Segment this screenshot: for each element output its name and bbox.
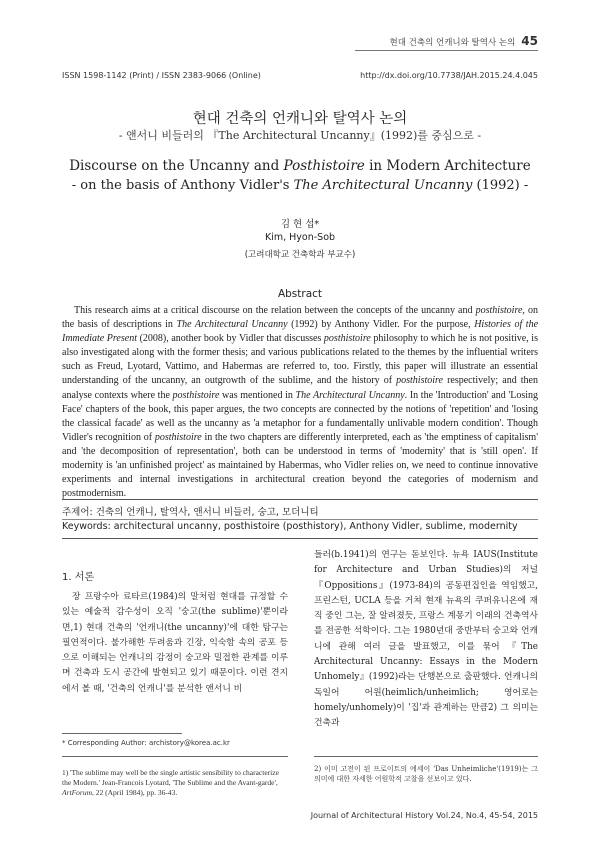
header-rule <box>355 50 538 51</box>
corresponding-author: * Corresponding Author: archistory@korea.ac.kr <box>62 739 230 747</box>
korean-title: 현대 건축의 언캐니와 탈역사 논의 <box>192 111 408 127</box>
author-english: Kim, Hyon-Sob <box>264 232 336 243</box>
abstract-heading: Abstract <box>277 288 323 300</box>
running-header-title: 현대 건축의 언캐니와 탈역사 논의 <box>389 38 516 48</box>
corresponding-rule <box>62 733 182 734</box>
footnote-rule-right <box>314 756 538 757</box>
keywords-top-rule <box>62 499 538 500</box>
page-number: 45 <box>521 34 538 48</box>
doi-link[interactable]: http://dx.doi.org/10.7738/JAH.2015.24.4.045 <box>360 71 538 80</box>
author-korean: 김 현 섭* <box>280 219 320 230</box>
english-subtitle: - on the basis of Anthony Vidler's The Architectural Uncanny (1992) - <box>71 178 529 193</box>
body-left-column: 장 프랑수아 료타르(1984)의 말처럼 현대를 규정할 수 있는 예술적 감수성이 오직 '숭고(the sublime)'뿐이라면,1) 현대 건축의 '언캐니(the uncanny)'에 대한 탐구는 필연적이다. 불가해한 두려움과 긴장, 익숙함 속의 공포 등으로 이해되는 언캐니의 감정이 숭고와 밀접한 관계를 이루며 건축과 도시 공간에 발현되고 있기 때문이다. 이런 견지에서 볼 때, '건축의 언캐니'를 분석한 앤서니 비 <box>62 592 288 694</box>
abstract-text: This research aims at a critical discourse on the relation between the concepts of the uncanny and posthistoire, on the basis of descriptions in The Architectural Uncanny (1992) by Anthony Vidler. For the purpose, Histories of the Immediate Present (2008), another book by Vidler that discusses posthistoire philosophy to which he is not positive, is also investigated along with the former thesis; and various publications related to the themes by the influential writers such as Freud, Lyotard, Vattimo, and Habermas are referred to, too. Firstly, this paper will illustrate an essential understanding of the uncanny, an outgrowth of the sublime, and the history of posthistoire respectively; and then analyse contexts where the posthistoire was mentioned in The Architectural Uncanny. In the 'Introduction' and 'Losing Face' chapters of the book, this paper argues, the two concepts are connected by the notions of 'repetition' and 'losing the classical facade' as well as the uncanny as 'a metaphor for a fundamentally unlivable modern condition'. Though Vidler's recognition of posthistoire in the two chapters are differently interpreted, each as 'the emptiness of capitalism' and 'the decomposition of representation', both can be understood in terms of 'modernity' that is 'still open'. If modernity is 'an unfinished project' as maintained by Habermas, who Vidler relies on, we need to continue innovative experiments and internal investigations in architectural creation beyond the categories of modernism and postmodernism. <box>62 305 539 500</box>
keywords-divider <box>62 519 538 520</box>
english-title: Discourse on the Uncanny and Posthistoire in Modern Architecture <box>69 158 531 174</box>
keywords-korean: 주제어: 건축의 언캐니, 탈역사, 앤서니 비들러, 숭고, 모더니티 <box>62 507 319 518</box>
korean-subtitle: - 앤서니 비들러의 『The Architectural Uncanny』(1992)를 중심으로 - <box>118 129 482 142</box>
keywords-english: Keywords: architectural uncanny, posthistoire (posthistory), Anthony Vidler, sublime, modernity <box>62 521 518 532</box>
section-heading: 1. 서론 <box>62 572 95 583</box>
running-header <box>390 34 538 48</box>
keywords-bottom-rule <box>62 538 538 539</box>
body-right-column: 들러(b.1941)의 연구는 돋보인다. 뉴욕 IAUS(Institute for Architecture and Urban Studies)의 저널 『Oppositions』(1973-84)의 공동편집인을 역임했고, 프린스턴, UCLA 등을 거쳐 현재 뉴욕의 쿠퍼유니온에 재직 중인 그는, 잘 알려졌듯, 프랑스 계몽기 이래의 건축역사를 전공한 석학이다. 그는 1980년대 중반부터 숭고와 언캐니에 관해 여러 글을 발표했고, 이를 묶어 『The Architectural Uncanny: Essays in the Modern Unhomely』(1992)라는 단행본으로 출판했다. 언캐니의 독일어 어원(heimlich/unheimlich; 영어로는 homely/unhomely)이 '집'과 관계하는 만큼2) 그 의미는 건축과 <box>314 550 538 729</box>
journal-footer: Journal of Architectural History Vol.24, No.4, 45-54, 2015 <box>310 811 538 820</box>
footnote-1: 1) 'The sublime may well be the single artistic sensibility to characterize the Modern.' Jean-Francois Lyotard, 'The Sublime and the Avant-garde', ArtForum, 22 (April 1984), pp. 36-43. <box>62 768 279 798</box>
issn: ISSN 1598-1142 (Print) / ISSN 2383-9066 (Online) <box>62 71 261 80</box>
footnote-rule-left <box>62 756 288 757</box>
affiliation: (고려대학교 건축학과 부교수) <box>244 250 356 260</box>
footnote-2: 2) 이미 고전이 된 프로이트의 에세이 'Das Unheimliche'(1919)는 그 의미에 대한 자세한 어원학적 고찰을 선보이고 있다. <box>314 765 538 784</box>
